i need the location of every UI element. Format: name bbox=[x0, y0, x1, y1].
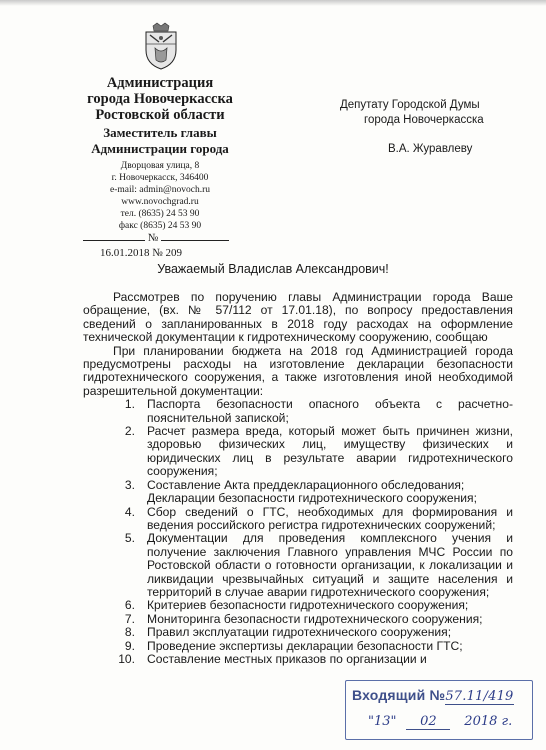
stamp-row-date bbox=[368, 712, 512, 730]
stamp-label: Входящий № bbox=[352, 687, 446, 703]
list-item-number: 2. bbox=[124, 424, 135, 439]
coat-of-arms-icon bbox=[141, 22, 181, 70]
org-name-line1: Администрация bbox=[106, 75, 214, 91]
position-line2: Администрации города bbox=[91, 141, 229, 156]
stamp-number: 57.11/419 bbox=[445, 689, 514, 704]
phone-line: тел. (8635) 24 53 90 bbox=[120, 209, 200, 219]
list-item bbox=[83, 613, 513, 626]
addressee-name: В.А. Журавлеву bbox=[388, 143, 473, 155]
org-name-line2: города Новочеркасска bbox=[87, 91, 233, 107]
list-item bbox=[83, 599, 513, 612]
list-item bbox=[83, 626, 513, 639]
list-item-number: 8. bbox=[124, 625, 135, 640]
list-item-text: Сбор сведений о ГТС, необходимых для формирования и ведения российского регистра гидротехнических сооружений; bbox=[147, 504, 513, 532]
addressee-line1: Депутату Городской Думы bbox=[340, 99, 480, 111]
list-item-text: Проведение экспертизы декларации безопасности ГТС; bbox=[147, 638, 463, 653]
list-item bbox=[83, 640, 513, 653]
list-item-text: Декларации безопасности гидротехнического сооружения; bbox=[147, 491, 477, 506]
address-city: г. Новочеркасск, 346400 bbox=[111, 173, 209, 183]
list-item-text: Критериев безопасности гидротехнического сооружения; bbox=[147, 598, 469, 613]
reg-number-line bbox=[83, 232, 233, 244]
stamp-month: 02 bbox=[406, 714, 450, 730]
paragraph-request: Рассмотрев по поручению главы Администрации города Ваше обращение, (вх. № 57/112 от 17.01.18), по вопросу предоставления сведений о запланированных в 2018 году расходах на оформление технической документации к гидротехническому сооружению, сообщаю bbox=[83, 290, 513, 345]
list-item bbox=[83, 479, 513, 492]
position-line1: Заместитель главы bbox=[103, 125, 217, 140]
stamp-year: 2018 г. bbox=[464, 714, 513, 729]
list-item bbox=[83, 492, 513, 505]
list-item bbox=[83, 425, 513, 479]
list-item-text: Правил эксплуатации гидротехнического сооружения; bbox=[147, 625, 452, 640]
list-item-text: Составление местных приказов по организации и bbox=[147, 651, 427, 666]
list-item-text: Мониторинга безопасности гидротехнического сооружения; bbox=[147, 611, 483, 626]
list-item bbox=[83, 653, 513, 666]
address-street: Дворцовая улица, 8 bbox=[120, 161, 200, 171]
org-name-line3: Ростовской области bbox=[95, 107, 225, 123]
list-item-text: Расчет размера вреда, который может быть причинен жизни, здоровью физических лиц, имуществу физических и юридических лиц в результате аварии гидротехнического сооружения; bbox=[147, 424, 513, 479]
list-item-number: 10. bbox=[118, 651, 135, 666]
list-item-number: 7. bbox=[124, 611, 135, 626]
reg-number-label: № bbox=[147, 232, 159, 244]
list-item-number: 1. bbox=[124, 397, 135, 412]
list-item-number bbox=[83, 492, 147, 505]
list-item-text: Документации для проведения комплексного учения и получение заключения Главного управления МЧС России по Ростовской области о готовности организации, к локализации и ликвидации чрезвычайных ситуаций и защите населения и территорий в случае аварии гидротехнического сооружения; bbox=[147, 531, 513, 599]
scan-edge-shadow bbox=[0, 0, 546, 6]
email-line: e-mail: admin@novoch.ru bbox=[109, 185, 211, 195]
list-item-number: 4. bbox=[124, 504, 135, 519]
letter-body bbox=[83, 291, 513, 666]
list-item-text: Составление Акта преддекларационного обследования; bbox=[147, 477, 465, 492]
stamp-row-number bbox=[352, 687, 514, 705]
website-line: www.novochgrad.ru bbox=[121, 197, 199, 207]
list-item-number: 3. bbox=[124, 477, 135, 492]
list-item-text: Паспорта безопасности опасного объекта с расчетно-пояснительной запиской; bbox=[147, 397, 513, 425]
list-item-number: 6. bbox=[124, 598, 135, 613]
stamp-day: "13" bbox=[368, 714, 397, 729]
fax-line: факс (8635) 24 53 90 bbox=[118, 221, 202, 231]
list-item bbox=[83, 506, 513, 533]
list-item bbox=[83, 398, 513, 425]
paragraph-budget: При планировании бюджета на 2018 год Администрацией города предусмотрены расходы на изготовление декларации безопасности гидротехнического сооружения, а также изготовления иной необходимой разрешительной документации: bbox=[83, 343, 513, 398]
addressee-line2: города Новочеркасска bbox=[364, 114, 484, 126]
incoming-stamp bbox=[345, 680, 533, 740]
greeting: Уважаемый Владислав Александрович! bbox=[157, 262, 389, 276]
list-item bbox=[83, 532, 513, 599]
list-item-number: 9. bbox=[124, 638, 135, 653]
list-item-number: 5. bbox=[124, 531, 135, 546]
date-line: 16.01.2018 № 209 bbox=[100, 247, 182, 259]
document-list bbox=[83, 398, 513, 666]
